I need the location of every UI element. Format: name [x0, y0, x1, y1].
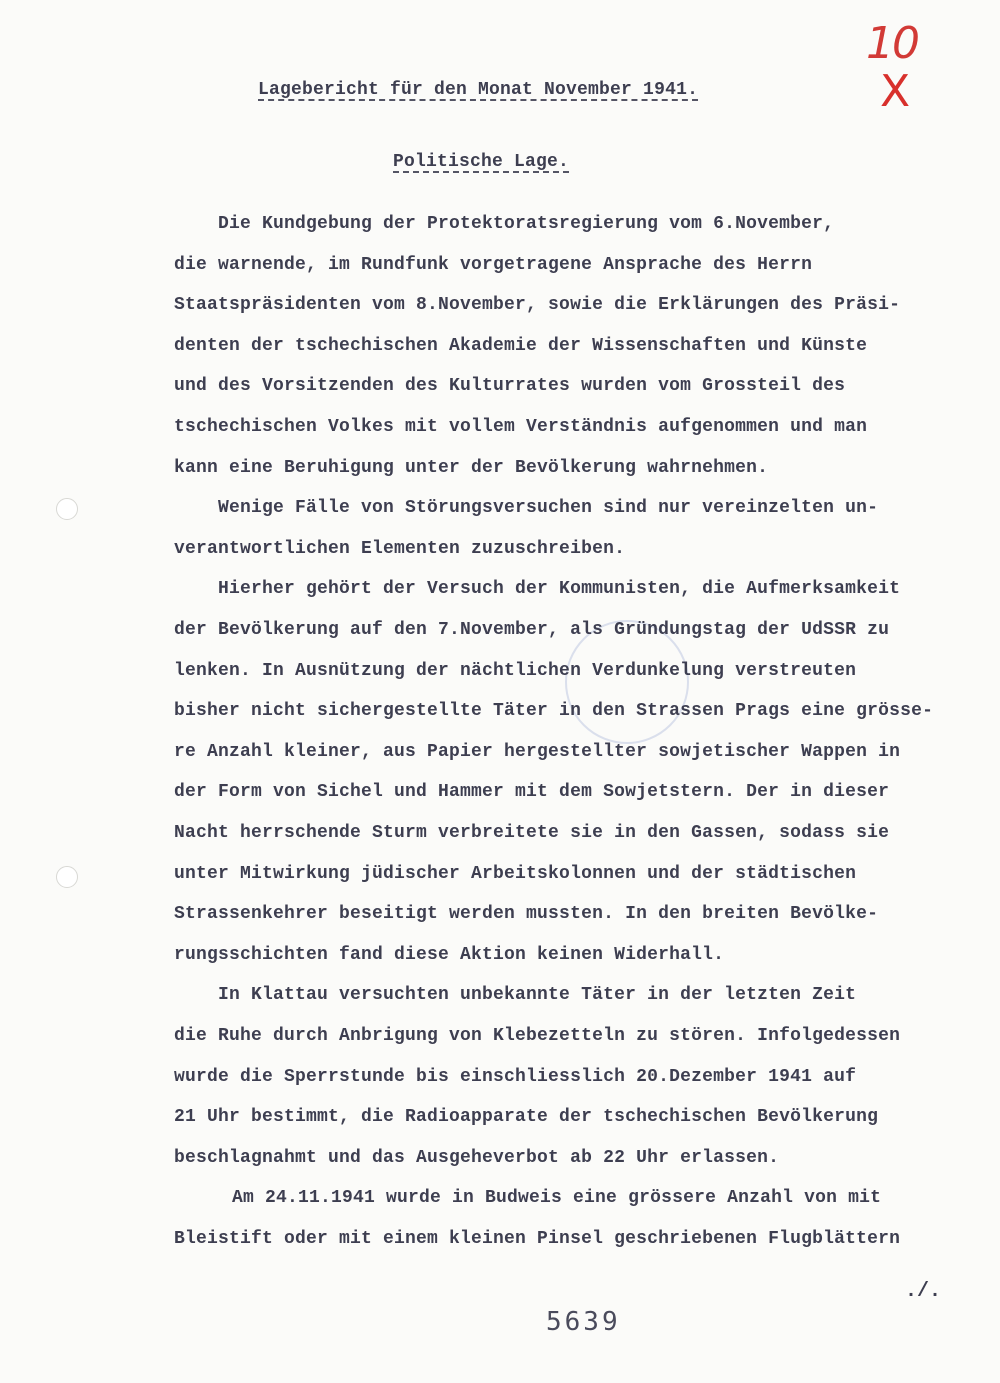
body-line: rungsschichten fand diese Aktion keinen Widerhall. [174, 945, 725, 965]
body-line: re Anzahl kleiner, aus Papier hergestellter sowjetischer Wappen in [174, 742, 901, 762]
body-line: wurde die Sperrstunde bis einschliesslich 20.Dezember 1941 auf [174, 1067, 857, 1087]
document-title: Lagebericht für den Monat November 1941. [258, 80, 699, 100]
body-line: unter Mitwirkung jüdischer Arbeitskolonnen und der städtischen [174, 864, 857, 884]
body-line: Staatspräsidenten vom 8.November, sowie die Erklärungen des Präsi- [174, 295, 901, 315]
body-line: 21 Uhr bestimmt, die Radioapparate der tschechischen Bevölkerung [174, 1107, 879, 1127]
pencil-x-mark: X [880, 66, 911, 117]
archive-number: 5639 [546, 1307, 621, 1337]
continuation-mark: ./. [905, 1280, 942, 1303]
body-line: lenken. In Ausnützung der nächtlichen Verdunkelung verstreuten [174, 661, 857, 681]
body-line: Die Kundgebung der Protektoratsregierung vom 6.November, [174, 214, 835, 234]
body-line: der Bevölkerung auf den 7.November, als Gründungstag der UdSSR zu [174, 620, 890, 640]
body-line: tschechischen Volkes mit vollem Verständnis aufgenommen und man [174, 417, 868, 437]
body-line: bisher nicht sichergestellte Täter in den Strassen Prags eine grösse- [174, 701, 934, 721]
body-line: die Ruhe durch Anbrigung von Klebezetteln zu stören. Infolgedessen [174, 1026, 901, 1046]
body-line: Bleistift oder mit einem kleinen Pinsel geschriebenen Flugblättern [174, 1229, 901, 1249]
section-heading: Politische Lage. [393, 152, 570, 172]
body-line: verantwortlichen Elementen zuzuschreiben. [174, 539, 626, 559]
body-line: In Klattau versuchten unbekannte Täter in der letzten Zeit [174, 985, 857, 1005]
body-line: und des Vorsitzenden des Kulturrates wurden vom Grossteil des [174, 376, 846, 396]
body-line: Strassenkehrer beseitigt werden mussten. In den breiten Bevölke- [174, 904, 879, 924]
body-line: Am 24.11.1941 wurde in Budweis eine grössere Anzahl von mit [232, 1188, 882, 1208]
body-line: die warnende, im Rundfunk vorgetragene Ansprache des Herrn [174, 255, 813, 275]
pencil-page-number: 10 [866, 18, 918, 69]
body-line: Hierher gehört der Versuch der Kommunisten, die Aufmerksamkeit [174, 579, 901, 599]
body-line: beschlagnahmt und das Ausgeheverbot ab 22 Uhr erlassen. [174, 1148, 780, 1168]
body-line: der Form von Sichel und Hammer mit dem Sowjetstern. Der in dieser [174, 782, 890, 802]
body-line: Nacht herrschende Sturm verbreitete sie in den Gassen, sodass sie [174, 823, 890, 843]
body-line: kann eine Beruhigung unter der Bevölkerung wahrnehmen. [174, 458, 769, 478]
body-line: Wenige Fälle von Störungsversuchen sind nur vereinzelten un- [174, 498, 879, 518]
body-line: denten der tschechischen Akademie der Wissenschaften und Künste [174, 336, 868, 356]
